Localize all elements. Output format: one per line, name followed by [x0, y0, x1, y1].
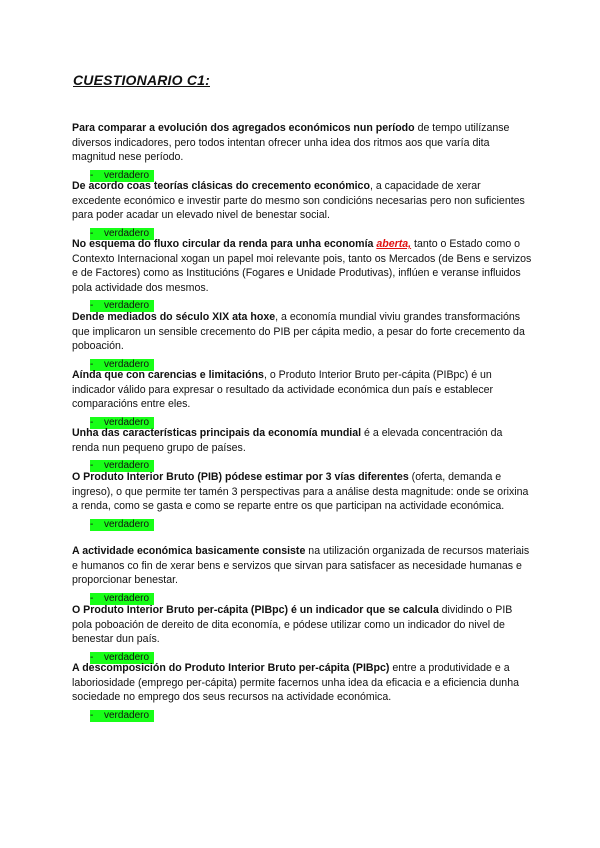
question-text [72, 470, 532, 514]
question-highlight-word: aberta, [376, 238, 412, 250]
question-bold: Aínda que con carencias e limitacións [72, 369, 264, 381]
question-bold: A descomposición do Produto Interior Bruto per-cápita (PIBpc) [72, 662, 390, 674]
answer-highlight [90, 519, 154, 531]
question-bold: Dende mediados do século XIX ata hoxe [72, 311, 276, 323]
question-block [72, 470, 532, 532]
question-block [72, 368, 532, 430]
answer-dash: - [90, 227, 94, 239]
answer-dash: - [90, 460, 94, 472]
answer-label: verdadero [104, 169, 150, 181]
answer-dash: - [90, 358, 94, 370]
answer-dash: - [90, 300, 94, 312]
question-rest: dividindo o PIB pola poboación de dereito de dita economía, e pódese utilizar como un indicador do nivel de benestar dun país. [72, 604, 513, 646]
question-bold: O Produto Interior Bruto (PIB) pódese estimar por 3 vías diferentes [72, 471, 409, 483]
question-rest: , a capacidade de xerar excedente económico e investir parte do mesmo son condicións necesarias pero non suficientes para poder acadar un elevado nivel de benestar social. [72, 180, 525, 222]
question-rest: (oferta, demanda e ingreso), o que permite ter tamén 3 perspectivas para a análise desta magnitude: onde se orixina a renda, como se gasta e como se reparte entre os que participan na actividade económica. [72, 471, 529, 513]
question-block [72, 426, 532, 473]
question-text [72, 179, 532, 223]
answer-highlight [90, 710, 154, 722]
question-text [72, 121, 532, 165]
answer-label: verdadero [104, 651, 150, 663]
question-block [72, 179, 532, 241]
answer-dash: - [90, 518, 94, 530]
page-title: CUESTIONARIO C1: [73, 72, 210, 88]
question-block [72, 661, 532, 723]
question-text [72, 368, 532, 412]
answer-dash: - [90, 592, 94, 604]
question-block [72, 237, 532, 313]
answer-dash: - [90, 169, 94, 181]
question-bold: No esquema do fluxo circular da renda para unha economía [72, 238, 377, 250]
question-text [72, 426, 532, 455]
question-bold: O Produto Interior Bruto per-cápita (PIBpc) é un indicador que se calcula [72, 604, 439, 616]
question-bold: Para comparar a evolución dos agregados económicos nun período [72, 122, 415, 134]
answer-label: verdadero [104, 300, 150, 312]
answer-label: verdadero [104, 709, 150, 721]
question-block [72, 603, 532, 665]
question-block [72, 121, 532, 183]
answer-label: verdadero [104, 358, 150, 370]
question-text [72, 661, 532, 705]
question-rest: tanto o Estado como o Contexto Internacional xogan un papel moi relevante pois, tanto os Mercados (de Bens e servizos e de Factores) como as Institucións (Fogares e Unidade Produtivas), inflúen e veranse influidos pola actividade dos mesmos. [72, 238, 532, 294]
question-rest: , o Produto Interior Bruto per-cápita (PIBpc) é un indicador válido para expresar o resultado da actividade económica dun país e establecer comparacións entre eles. [72, 369, 494, 411]
question-text [72, 603, 532, 647]
answer-label: verdadero [104, 460, 150, 472]
answer-dash: - [90, 651, 94, 663]
question-rest: na utilización organizada de recursos materiais e humanos co fin de xerar bens e servizos que sirvan para satisfacer as necesidade humanas e proporcionar benestar. [72, 545, 530, 587]
question-block [72, 544, 532, 606]
answer-label: verdadero [104, 416, 150, 428]
question-rest: entre a produtividade e a laboriosidade (emprego per-cápita) permite facernos unha idea da eficacia e a eficiencia dunha sociedade no emprego dos seus recursos na actividade económica. [72, 662, 519, 704]
question-rest: é a elevada concentración da renda nun pequeno grupo de países. [72, 427, 503, 454]
question-bold: Unha das características principais da economía mundial [72, 427, 362, 439]
question-rest: de tempo utilízanse diversos indicadores, pero todos intentan ofrecer unha idea dos ritmos aos que varía dita magnitud nese período. [72, 122, 510, 164]
question-text [72, 237, 532, 295]
answer-label: verdadero [104, 518, 150, 530]
question-bold: A actividade económica basicamente consiste [72, 545, 306, 557]
question-rest: , a economía mundial viviu grandes transformacións que implicaron un sensible crecemento do PIB per cápita medio, a pesar do forte crecemento da poboación. [72, 311, 525, 353]
answer-dash: - [90, 709, 94, 721]
question-block [72, 310, 532, 372]
question-text [72, 544, 532, 588]
question-bold: De acordo coas teorías clásicas do crecemento económico [72, 180, 370, 192]
answer-label: verdadero [104, 227, 150, 239]
question-text [72, 310, 532, 354]
answer-dash: - [90, 416, 94, 428]
answer-label: verdadero [104, 592, 150, 604]
